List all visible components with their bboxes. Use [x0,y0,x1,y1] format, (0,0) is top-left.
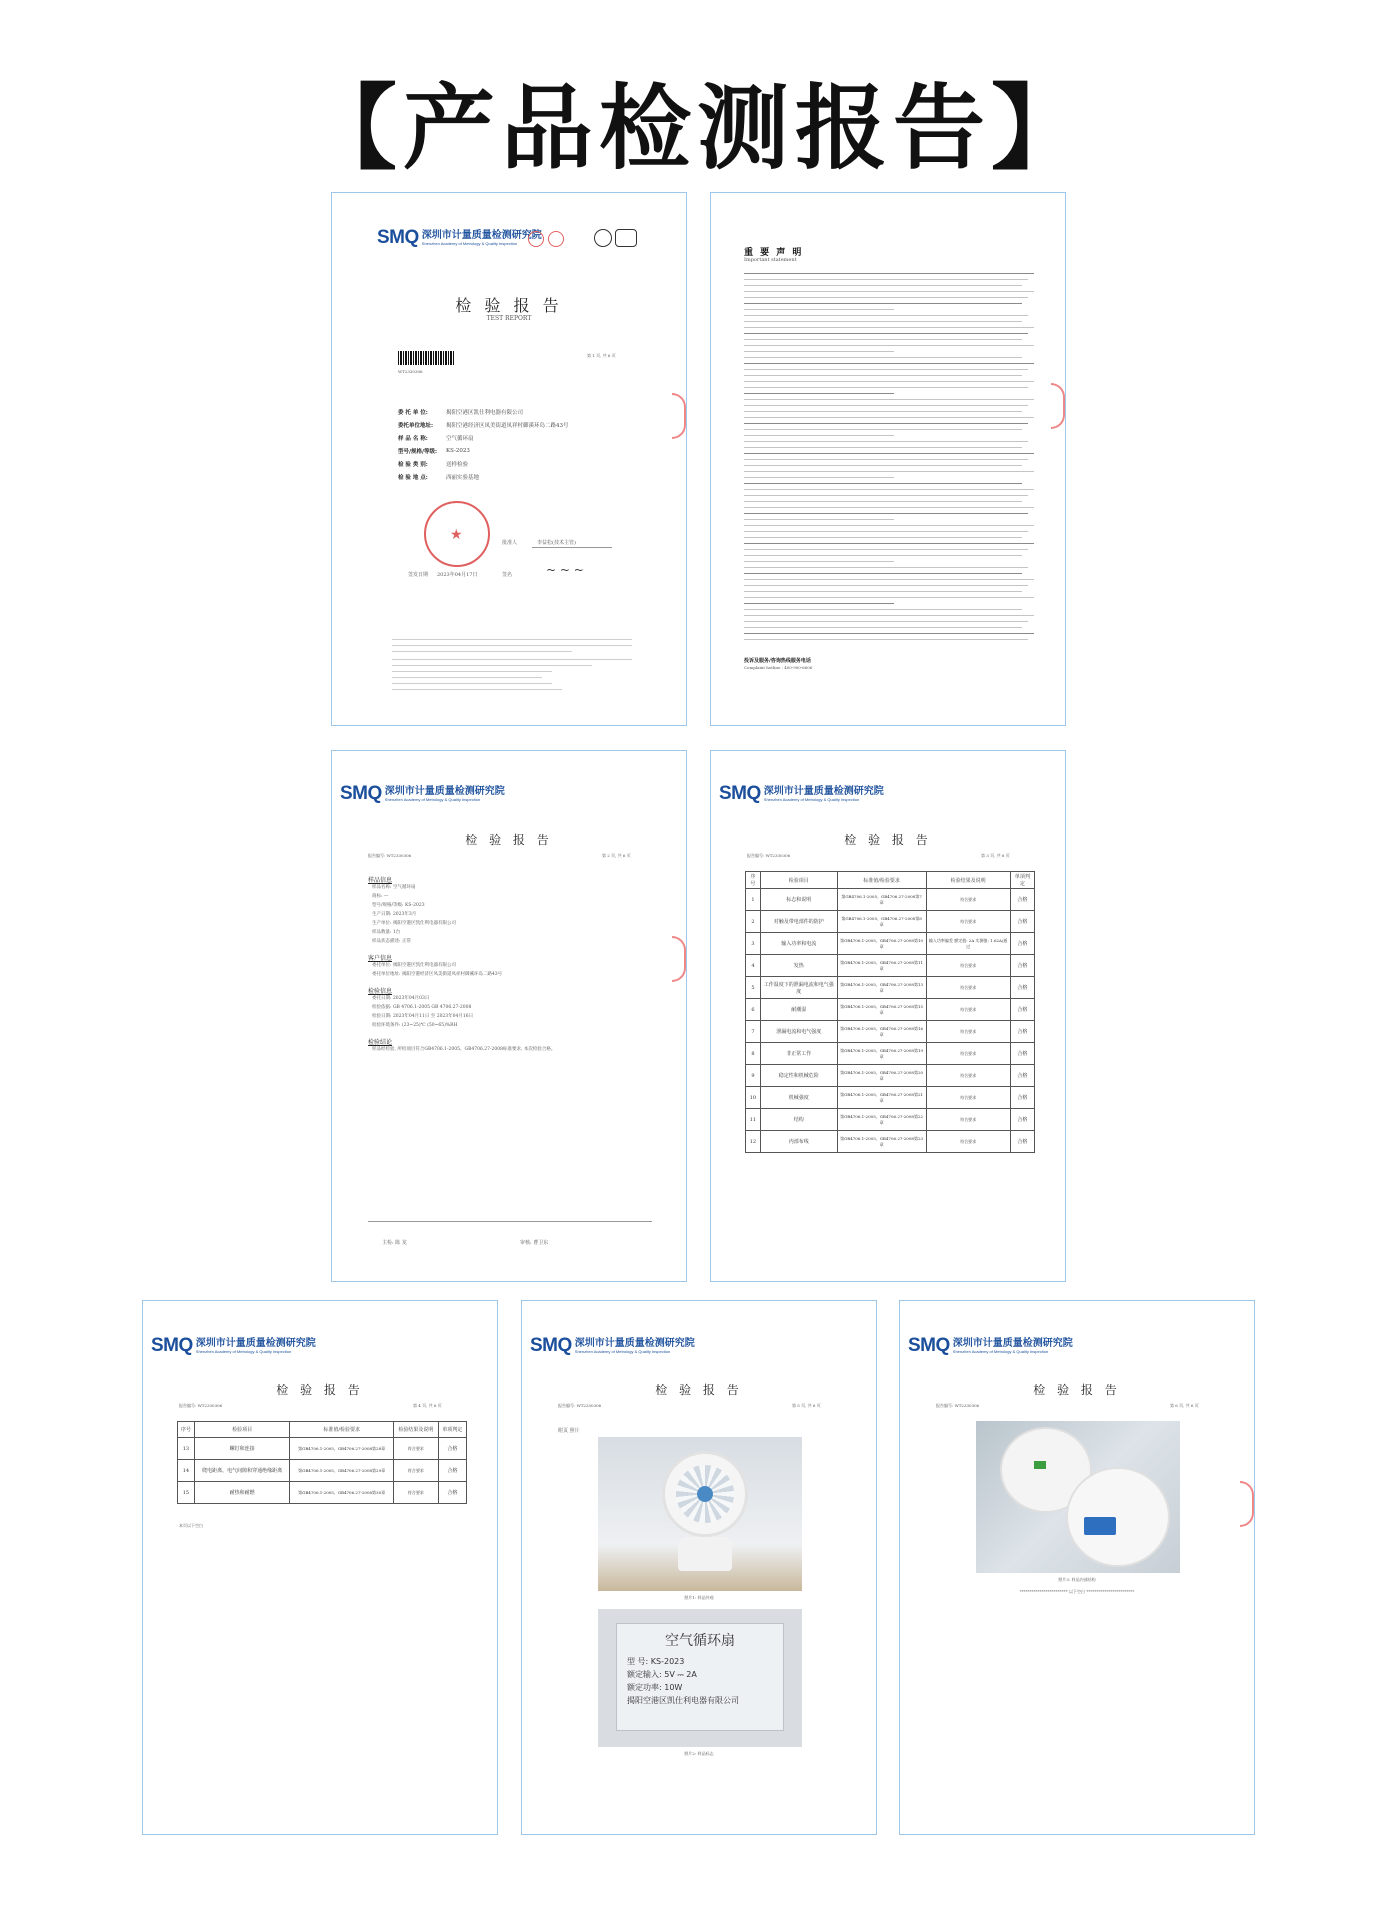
cover-title: 检 验 报 告 [455,296,563,315]
statement-line [744,501,1022,502]
table-row [746,955,1035,977]
table-cell: 耐热和耐燃 [194,1482,290,1504]
statement-line [744,339,1022,340]
statement-line [744,423,1028,424]
page-no: 第 5 页, 共 6 页 [792,1403,821,1408]
table-cell: 发热 [760,955,837,977]
table-cell: 合格 [438,1482,466,1504]
report-photo-page [521,1300,877,1835]
cover-field-label: 检 验 类 别: [398,461,428,468]
info-line: 样品名称: 空气循环扇 [372,885,416,890]
table-row [746,1021,1035,1043]
photo2-caption: 照片2: 样品标志 [684,1751,714,1756]
table-row [746,1087,1035,1109]
table-cell: 合格 [1010,1131,1034,1153]
table-cell: 符合要求 [926,1065,1010,1087]
table-cell: 12 [746,1131,761,1153]
info-line: 检验日期: 2023年04月11日 至 2023年04月16日 [372,1014,474,1019]
table-cell: 机械强度 [760,1087,837,1109]
table-cell: 第GB4706.1-2005、GB4706.27-2008第10章 [837,933,926,955]
table-row [746,1131,1035,1153]
statement-line [744,321,1022,322]
statement-line [744,297,1028,298]
statement-line [744,345,1034,346]
page-no: 第 2 页, 共 6 页 [602,853,631,858]
table-row [746,999,1035,1021]
cover-field-label: 委托单位地址: [398,422,434,429]
edge-seal [672,393,686,439]
main-title: 【产品检测报告】 [304,75,1089,182]
table-row [746,889,1035,911]
smq-logo: SMQ 深圳市计量质量检测研究院 Shenzhen Academy of Metrology & Quality Inspection [530,1335,695,1356]
table-cell: 螺钉和连接 [194,1438,290,1460]
signer-inspector: 主检: 陈 龙 [382,1240,407,1246]
smq-logo: SMQ 深圳市计量质量检测研究院 Shenzhen Academy of Metrology & Quality Inspection [719,783,884,804]
table-cell: 第GB4706.1-2005、GB4706.27-2008第28章 [290,1438,393,1460]
table-row [746,911,1035,933]
approver-label: 批准人 [502,540,518,546]
table-header-cell: 单项判定 [438,1422,466,1438]
battery-icon [1084,1517,1116,1535]
info-line: 委托单位: 揭阳空港区凯仕利电器有限公司 [372,963,456,968]
statement-footer-en: Complaint hotline : 400-900-6606 [744,665,813,670]
table-cell: 2 [746,911,761,933]
table-cell: 合格 [1010,1021,1034,1043]
table-header-cell: 序号 [746,872,761,889]
cover-page-no: 第 1 页, 共 6 页 [587,353,616,358]
statement-line [744,609,1022,610]
sign-date-label: 签发日期 [408,572,429,578]
signature-label: 签名 [502,572,513,578]
table-cell: 合格 [438,1460,466,1482]
info-line: 生产日期: 2023年3月 [372,912,417,917]
statement-line [744,477,894,478]
statement-line [744,471,1034,472]
table-cell: 符合要求 [926,1109,1010,1131]
table-cell: 第GB4706.1-2005、GB4706.27-2008第19章 [837,1043,926,1065]
sign-date: 2023年04月17日 [437,572,478,578]
cover-field-row [398,457,638,470]
statement-line [744,543,1034,544]
statement-line [744,555,1022,556]
table-cell: 爬电距离、电气间隙和穿通绝缘距离 [194,1460,290,1482]
statement-line [744,549,1028,550]
statement-line [744,579,1034,580]
statement-line [744,285,1022,286]
table-cell: 泄漏电流和电气强度 [760,1021,837,1043]
table-row [746,933,1035,955]
results-table-2 [177,1421,467,1504]
page-title: 检 验 报 告 [655,1383,743,1397]
table-cell: 符合要求 [926,1021,1010,1043]
statement-line [744,633,1034,634]
table-header-cell: 单项判定 [1010,872,1034,889]
report-no: 报告编号: WT2330306 [179,1403,223,1408]
results-table [745,871,1035,1153]
ilac-logo-icon [594,229,612,247]
info-line: 样品经检验, 所检项目符合GB4706.1-2005、GB4706.27-2008标准要求, 本次检验合格。 [372,1047,556,1052]
table-cell: 符合要求 [926,999,1010,1021]
barcode [398,351,454,365]
table-cell: 第GB4706.1-2005、GB4706.27-2008第13章 [837,977,926,999]
table-cell: 第GB4706.1-2005、GB4706.27-2008第20章 [837,1065,926,1087]
blank-note: 本页以下空白 [179,1523,203,1528]
cover-field-label: 委 托 单 位: [398,409,428,416]
table-cell: 合格 [1010,955,1034,977]
statement-title: 重 要 声 明 [744,248,804,258]
statement-line [744,441,1028,442]
statement-line [744,639,1028,640]
cover-fields [398,405,638,483]
info-line: 检验依据: GB 4706.1-2005 GB 4706.27-2008 [372,1005,472,1010]
table-row [746,1043,1035,1065]
table-cell: 符合要求 [926,889,1010,911]
statement-line [744,537,1022,538]
nameplate-power: 额定功率: 10W [627,1683,683,1692]
edge-seal [672,936,686,982]
table-row [746,1065,1035,1087]
statement-line [744,315,1028,316]
table-cell: 1 [746,889,761,911]
table-cell: 合格 [1010,889,1034,911]
table-cell: 第GB4706.1-2005、GB4706.27-2008第7章 [837,889,926,911]
edge-seal [1051,383,1065,429]
appendix-label: 附页 照片 [558,1428,580,1434]
table-cell: 符合要求 [926,955,1010,977]
page-no: 第 3 页, 共 6 页 [981,853,1010,858]
statement-line [744,375,1022,376]
table-cell: 耐潮湿 [760,999,837,1021]
nameplate-input: 额定输入: 5V ⎓ 2A [627,1670,697,1679]
table-header-cell: 标准值/检验要求 [290,1422,393,1438]
info-line: 样品数量: 1台 [372,930,401,935]
table-cell: 3 [746,933,761,955]
table-row [178,1438,467,1460]
cover-field-value: 揭阳空港区凯仕利电器有限公司 [446,409,524,416]
cover-field-row [398,470,638,483]
report-table2-page [142,1300,498,1835]
table-cell: 9 [746,1065,761,1087]
cover-subtitle: TEST REPORT [486,315,532,322]
statement-line [744,525,1034,526]
info-section-title: 检验结论 [368,1039,393,1046]
report-no: 报告编号: WT2330306 [936,1403,980,1408]
table-cell: 4 [746,955,761,977]
table-cell: 工作温度下的泄漏电流和电气强度 [760,977,837,999]
nameplate-model: 型 号: KS-2023 [627,1657,685,1666]
cover-field-label: 检 验 地 点: [398,474,428,481]
cnas-mark-icon [615,229,637,247]
table-cell: 5 [746,977,761,999]
statement-footer: 投诉及服务/咨询热线服务电话 [744,658,811,664]
photo1-caption: 照片1: 样品外观 [684,1595,714,1600]
nameplate-name: 空气循环扇 [665,1633,735,1649]
table-cell: 第GB4706.1-2005、GB4706.27-2008第16章 [837,1021,926,1043]
table-cell: 合格 [1010,977,1034,999]
smq-logo: SMQ 深圳市计量质量检测研究院 Shenzhen Academy of Metrology & Quality Inspection [908,1335,1073,1356]
table-cell: 合格 [438,1438,466,1460]
cnas-logo-icon [548,231,564,247]
table-cell: 非正常工作 [760,1043,837,1065]
table-cell: 11 [746,1109,761,1131]
cover-field-value: 送样检验 [446,461,469,468]
statement-line [744,615,1034,616]
table-cell: 对触及带电部件的防护 [760,911,837,933]
pcb-icon [1034,1461,1046,1469]
table-cell: 合格 [1010,911,1034,933]
page-no: 第 6 页, 共 6 页 [1170,1403,1199,1408]
table-cell: 稳定性和机械危险 [760,1065,837,1087]
table-cell: 第GB4706.1-2005、GB4706.27-2008第15章 [837,999,926,1021]
table-cell: 结构 [760,1109,837,1131]
report-no: 报告编号: WT2330306 [368,853,412,858]
cma-logo-icon [528,231,544,247]
edge-seal [1240,1481,1254,1527]
statement-line [744,447,1022,448]
info-line: 委托日期: 2023年04月03日 [372,996,430,1001]
statement-line [744,351,894,352]
report-table-page [710,750,1066,1282]
info-line: 生产单位: 揭阳空港区凯仕利电器有限公司 [372,921,456,926]
statement-line [744,435,894,436]
info-section-title: 客户信息 [368,955,393,962]
fan-hub-icon [697,1486,713,1502]
page-title: 检 验 报 告 [465,833,553,847]
fan-photo [598,1437,802,1591]
cover-field-value: 揭阳空港经济区凤美街道凤祥村御溪环岛二路43号 [446,422,569,429]
internal-photo [976,1421,1180,1573]
statement-line [744,591,1022,592]
statement-line [744,399,1034,400]
smq-logo: SMQ 深圳市计量质量检测研究院 Shenzhen Academy of Metrology & Quality Inspection [340,783,505,804]
statement-line [744,573,1022,574]
statement-line [744,333,1028,334]
report-no: 报告编号: WT2330306 [747,853,791,858]
statement-line [744,507,1034,508]
info-line: 检验环境条件: (23~25)℃ (50~65)%RH [372,1023,458,1028]
table-cell: 第GB4706.1-2005、GB4706.27-2008第22章 [837,1109,926,1131]
statement-line [744,627,1022,628]
seal-star-icon: ★ [450,527,463,543]
page-title: 检 验 报 告 [276,1383,364,1397]
table-cell: 第GB4706.1-2005、GB4706.27-2008第29章 [290,1460,393,1482]
statement-line [744,603,894,604]
statement-line [744,405,1028,406]
table-row [178,1482,467,1504]
statement-line [744,381,1034,382]
cover-field-value: KS-2023 [446,447,470,454]
statement-line [744,357,1022,358]
info-line: 型号/规格/等级: KS-2023 [372,903,425,908]
table-cell: 输入功率偏差 额定值: 2A 实测值: 1.62A/通过 [926,933,1010,955]
table-row [746,977,1035,999]
smq-logo: SMQ 深圳市计量质量检测研究院 Shenzhen Academy of Metrology & Quality Inspection [151,1335,316,1356]
statement-line [744,489,1034,490]
table-cell: 符合要求 [393,1460,438,1482]
table-cell: 符合要求 [926,977,1010,999]
statement-line [744,465,1022,466]
cover-field-label: 样 品 名 称: [398,435,428,442]
table-cell: 输入功率和电流 [760,933,837,955]
report-cover-page [331,192,687,726]
statement-line [744,561,894,562]
end-note: ************************ 以下空白 ************************ [1019,1589,1135,1594]
table-cell: 合格 [1010,999,1034,1021]
table-cell: 第GB4706.1-2005、GB4706.27-2008第8章 [837,911,926,933]
table-cell: 符合要求 [926,1043,1010,1065]
statement-line [744,483,1022,484]
statement-line [744,291,1034,292]
cover-field-row [398,431,638,444]
table-cell: 合格 [1010,1109,1034,1131]
statement-line [744,417,1034,418]
table-cell: 符合要求 [393,1438,438,1460]
statement-line [744,459,1028,460]
info-line: 商标: — [372,894,389,899]
table-cell: 15 [178,1482,195,1504]
handwritten-signature: ~ ~ ~ [546,563,584,577]
table-cell: 合格 [1010,1087,1034,1109]
table-cell: 符合要求 [926,911,1010,933]
table-cell: 内部布线 [760,1131,837,1153]
cover-field-value: 空气循环扇 [446,435,474,442]
table-header-row [178,1422,467,1438]
statement-line [744,369,1028,370]
statement-line [744,309,894,310]
photo3-caption: 照片3: 样品内部结构 [1058,1577,1096,1582]
cover-field-label: 型号/规格/等级: [398,448,438,455]
page-title: 检 验 报 告 [1033,1383,1121,1397]
statement-subtitle: Important statement [744,257,797,263]
statement-line [744,531,1028,532]
report-info-page [331,750,687,1282]
table-cell: 第GB4706.1-2005、GB4706.27-2008第23章 [837,1131,926,1153]
statement-line [744,585,1028,586]
statement-line [744,621,1028,622]
table-header-cell: 检验项目 [194,1422,290,1438]
statement-line [744,303,1022,304]
statement-line [744,387,1028,388]
table-header-cell: 检验项目 [760,872,837,889]
cover-field-row [398,444,638,457]
table-header-cell: 序号 [178,1422,195,1438]
table-cell: 符合要求 [393,1482,438,1504]
cover-field-row [398,418,638,431]
statement-line [744,273,1034,274]
smq-logo: SMQ 深圳市计量质量检测研究院 Shenzhen Academy of Metrology & Quality Inspection [377,227,542,248]
statement-line [744,363,1034,364]
approver-name: 李益松(技术主管) [537,540,576,546]
nameplate-photo [598,1609,802,1747]
table-cell: 合格 [1010,1065,1034,1087]
cover-field-row [398,405,638,418]
info-line: 委托单位地址: 揭阳空港经济区凤美街道凤祥村御溪环岛二路43号 [372,972,503,977]
table-cell: 第GB4706.1-2005、GB4706.27-2008第30章 [290,1482,393,1504]
statement-line [744,597,1034,598]
table-cell: 合格 [1010,1043,1034,1065]
info-line: 样品状态描述: 正常 [372,939,411,944]
table-row [746,1109,1035,1131]
table-cell: 13 [178,1438,195,1460]
statement-line [744,453,1034,454]
table-header-cell: 标准值/检验要求 [837,872,926,889]
statement-line [744,567,1028,568]
info-section-title: 检验信息 [368,988,393,995]
table-cell: 6 [746,999,761,1021]
statement-line [744,411,1022,412]
table-cell: 10 [746,1087,761,1109]
info-section-title: 样品信息 [368,877,393,884]
statement-line [744,495,1028,496]
signer-reviewer: 审核: 曹卫东 [520,1240,549,1246]
statement-line [744,519,894,520]
table-cell: 8 [746,1043,761,1065]
table-header-cell: 检验结果及说明 [393,1422,438,1438]
cover-field-value: 西丽实验基地 [446,474,480,481]
info-body [368,869,658,1055]
statement-line [744,429,1022,430]
table-header-row [746,872,1035,889]
table-cell: 第GB4706.1-2005、GB4706.27-2008第11章 [837,955,926,977]
table-cell: 第GB4706.1-2005、GB4706.27-2008第21章 [837,1087,926,1109]
cover-report-no: WT2330306 [398,369,423,374]
nameplate-maker: 揭阳空港区凯仕利电器有限公司 [627,1696,739,1705]
statement-line [744,513,1028,514]
table-cell: 符合要求 [926,1131,1010,1153]
table-cell: 标志和说明 [760,889,837,911]
statement-line [744,393,894,394]
table-row [178,1460,467,1482]
page-title: 检 验 报 告 [844,833,932,847]
table-cell: 合格 [1010,933,1034,955]
table-cell: 7 [746,1021,761,1043]
page-no: 第 4 页, 共 6 页 [413,1403,442,1408]
report-photo2-page [899,1300,1255,1835]
table-cell: 符合要求 [926,1087,1010,1109]
statement-line [744,279,1028,280]
statement-line [744,327,1034,328]
table-header-cell: 检验结果及说明 [926,872,1010,889]
report-no: 报告编号: WT2330306 [558,1403,602,1408]
statement-page [710,192,1066,726]
table-cell: 14 [178,1460,195,1482]
